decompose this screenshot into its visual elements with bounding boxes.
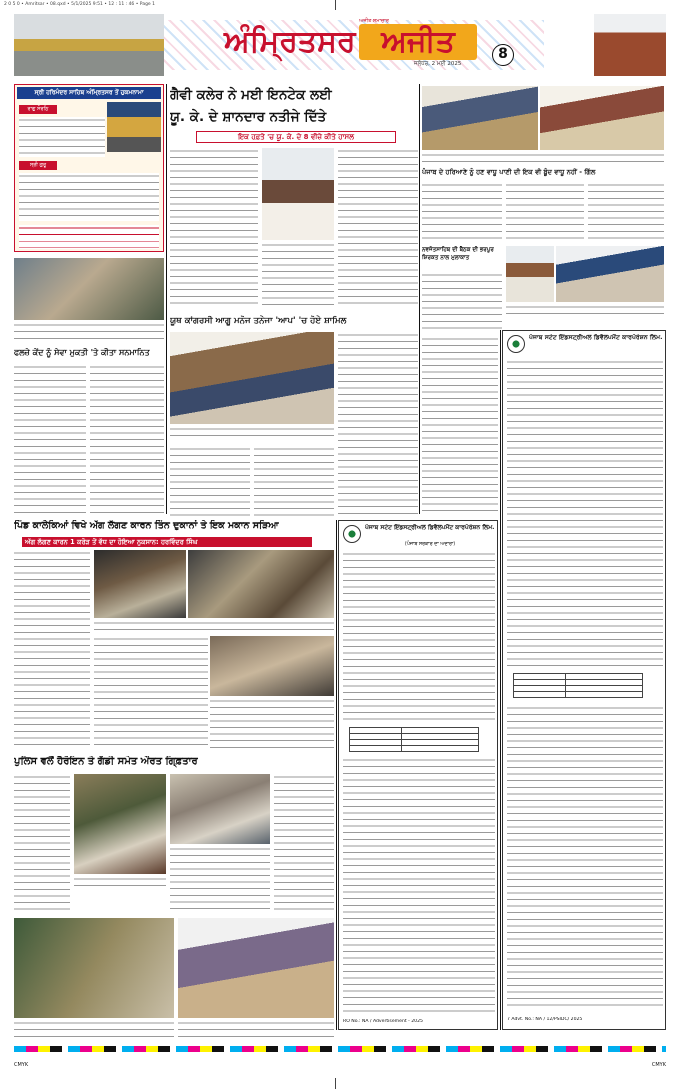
masthead	[14, 14, 666, 80]
page-number-badge	[492, 44, 514, 66]
psidc-title: ਪੰਜਾਬ ਸਟੇਟ ਇੰਡਸਟ੍ਰੀਅਲ ਡਿਵੈਲਪਮੈਂਟ ਕਾਰਪੋਰੇਸ਼ਨ ਲਿਮ.	[365, 524, 495, 531]
masthead-small: ਅਜੀਤ ਸਮਾਚਾਰ	[359, 18, 389, 24]
psidc-right-title: ਪੰਜਾਬ ਸਟੇਟ ਇੰਡਸਟ੍ਰੀਅਲ ਡਿਵੈਲਪਮੈਂਟ ਕਾਰਪੋਰੇਸ਼ਨ ਲਿਮ.	[529, 334, 663, 341]
psidc-right-body-1	[507, 359, 663, 669]
crop-mark	[335, 0, 336, 10]
hukamnama-tag-2: ਸ੍ਰੀ ਗੁਰੂ	[19, 161, 57, 170]
color-bar	[14, 1046, 666, 1052]
column-rule-2	[419, 84, 420, 514]
footer-right: CMYK	[651, 1062, 666, 1068]
psidc-notice-body-1	[343, 551, 495, 721]
right-mid-text	[422, 336, 498, 516]
psidc-right-logo	[507, 335, 525, 353]
lead-portrait	[262, 148, 334, 240]
golden-temple-photo	[107, 102, 161, 152]
police-text-2	[170, 846, 270, 912]
army-caption	[14, 1020, 174, 1040]
masthead-date: ਜਲੰਧਰ, 2 ਮਈ 2025	[414, 61, 462, 67]
fire-caption	[94, 620, 334, 634]
group-photo	[178, 918, 334, 1018]
column-rule-1	[166, 84, 167, 514]
meeting-photo-2	[556, 246, 664, 302]
congress-caption	[170, 426, 334, 442]
congress-headline: ਯੂਥ ਕਾਂਗਰਸੀ ਆਗੂ ਮਨੋਜ ਤਨੇਜਾ 'ਆਪ' 'ਚ ਹੋਏ ਸ਼ਾਮਿਲ	[170, 316, 347, 326]
hukamnama-text-2	[19, 173, 159, 221]
congress-text-3	[338, 332, 418, 516]
hukamnama-bottom-strip	[19, 225, 159, 249]
meeting-text	[422, 272, 502, 332]
psidc-notice-right	[502, 330, 666, 1030]
police-photo	[74, 774, 166, 874]
meeting-photo-1	[506, 246, 554, 302]
army-ceremony-photo	[14, 918, 174, 1018]
masthead-right: ਅਜੀਤ	[359, 24, 477, 60]
group-caption	[178, 1020, 334, 1040]
police-caption	[74, 876, 166, 888]
felicitation-photo	[14, 258, 164, 320]
psidc-notice-body-2	[343, 757, 495, 1015]
fire-photo-3	[210, 636, 334, 696]
lead-headline-2: ਯੂ. ਕੇ. ਦੇ ਸ਼ਾਨਦਾਰ ਨਤੀਜੇ ਦਿੱਤੇ	[170, 109, 327, 125]
right-top-photo-1	[422, 86, 538, 150]
felicitation-caption	[14, 322, 164, 344]
hukamnama-text	[19, 117, 105, 157]
column-rule-4	[500, 330, 501, 1030]
water-headline: ਪੰਜਾਬ ਦੇ ਹਰਿਆਣੇ ਨੂੰ ਹਣ ਵਾਧੂ ਪਾਣੀ ਦੀ ਇਕ ਵੀ ਬੂੰਦ ਵਾਧੂ ਨਹੀਂ - ਗਿੱਲ	[422, 168, 596, 176]
fire-text-1	[14, 550, 90, 750]
lead-text-1	[170, 148, 258, 308]
fire-photo-1	[94, 550, 186, 618]
psidc-right-footer: 7 Advt. No.: NA / 12/PSIDC/ 2025	[507, 1017, 583, 1022]
clock-tower-image	[594, 14, 666, 76]
police-headline: ਪੁਲਿਸ ਵਲੋਂ ਹੈਰੋਇਨ ਤੇ ਗੱਡੀ ਸਮੇਤ ਔਰਤ ਗਿ੍ਫ਼ਤਾਰ	[14, 756, 198, 767]
right-top-photo-2	[540, 86, 664, 150]
fire-text-2	[94, 636, 208, 750]
water-text-2	[506, 182, 584, 242]
column-rule-3	[336, 520, 337, 1030]
hukamnama-title: ਸ੍ਰੀ ਹਰਿਮੰਦਰ ਸਾਹਿਬ ਅੰਮ੍ਰਿਤਸਰ ਤੋਂ ਹੁਕਮਨਾਮਾ	[17, 87, 161, 99]
congress-photo	[170, 332, 334, 424]
retirement-text-2	[90, 364, 164, 514]
retirement-headline: ਫਲਜ਼ੇ ਕੇਂਦ ਨੂੰ ਸੇਵਾ ਮੁਕਤੀ 'ਤੇ ਕੀਤਾ ਸਨਮਾਨਿਤ	[14, 348, 150, 357]
psidc-footer: RO No.: NA / Advertisement - 2025	[343, 1019, 423, 1024]
lead-subhead: ਇਕ ਹਫ਼ਤੇ 'ਚ ਯੂ. ਕੇ. ਦੇ 8 ਵੀਜ਼ੇ ਕੀਤੇ ਹਾਸਲ	[196, 131, 396, 143]
fire-subhead: ਅੱਗ ਲੱਗਣ ਕਾਰਨ 1 ਕਰੋੜ ਤੋਂ ਵੱਧ ਦਾ ਹੋਇਆ ਨੁਕਸਾਨ: ਹਰਵਿੰਦਰ ਸਿੰਘ	[22, 537, 312, 547]
fire-text-3	[210, 698, 334, 750]
lead-caption	[262, 242, 334, 308]
hukamnama-ad	[14, 84, 164, 252]
fire-photo-2	[188, 550, 334, 618]
crop-mark-bottom	[335, 1078, 336, 1089]
meeting-caption	[506, 304, 664, 316]
golden-temple-image	[14, 14, 164, 76]
psidc-notice-center	[338, 520, 498, 1030]
seized-goods-photo	[170, 774, 270, 844]
psidc-subtitle: (ਪੰਜਾਬ ਸਰਕਾਰ ਦਾ ਅਦਾਰਾ)	[404, 542, 456, 547]
psidc-right-table	[513, 673, 643, 698]
retirement-text-1	[14, 364, 86, 514]
hukamnama-tag-1: ਰਾਗੁ ਸੋਰਠਿ	[19, 105, 57, 114]
psidc-table-1	[349, 727, 479, 752]
print-slug: 2 0 5 0 • Amritsar • 08.qxd • 5/1/2025 9:51 • 12 : 11 : 46 • Page 1	[4, 2, 155, 7]
meeting-headline: ਨਵਜੋਤਸਾਹਿਬ ਦੀ ਬੈਠਕ ਦੀ ਭਰਪੂਰ ਸ਼ਿਰਕਤ ਨਾਲ ਮੁਲਾਕਾਤ	[422, 247, 494, 261]
psidc-right-body-2	[507, 705, 663, 1011]
lead-text-2	[338, 148, 418, 308]
right-top-caption	[422, 152, 664, 162]
water-text-3	[588, 182, 664, 242]
water-text-1	[422, 182, 502, 242]
police-text-1	[14, 774, 70, 912]
psidc-logo	[343, 525, 361, 543]
congress-text-2	[254, 446, 334, 516]
fire-headline: ਪਿੰਡ ਕਾਲੇਕਿਆਂ ਵਿਖੇ ਅੱਗ ਲੱਗਣ ਕਾਰਨ ਤਿੰਨ ਦੁਕਾਨਾਂ ਤੇ ਇਕ ਮਕਾਨ ਸੜਿਆ	[14, 520, 279, 531]
footer-left: CMYK	[14, 1062, 29, 1068]
lead-headline-1: ਗੈਵੀ ਕਲੇਰ ਨੇ ਮਈ ਇਨਟੇਕ ਲਈ	[170, 87, 332, 103]
masthead-left: ਅੰਮ੍ਰਿਤਸਰ	[224, 24, 356, 59]
congress-text-1	[170, 446, 250, 516]
page-number: 8	[498, 46, 508, 62]
police-text-3	[274, 774, 334, 912]
